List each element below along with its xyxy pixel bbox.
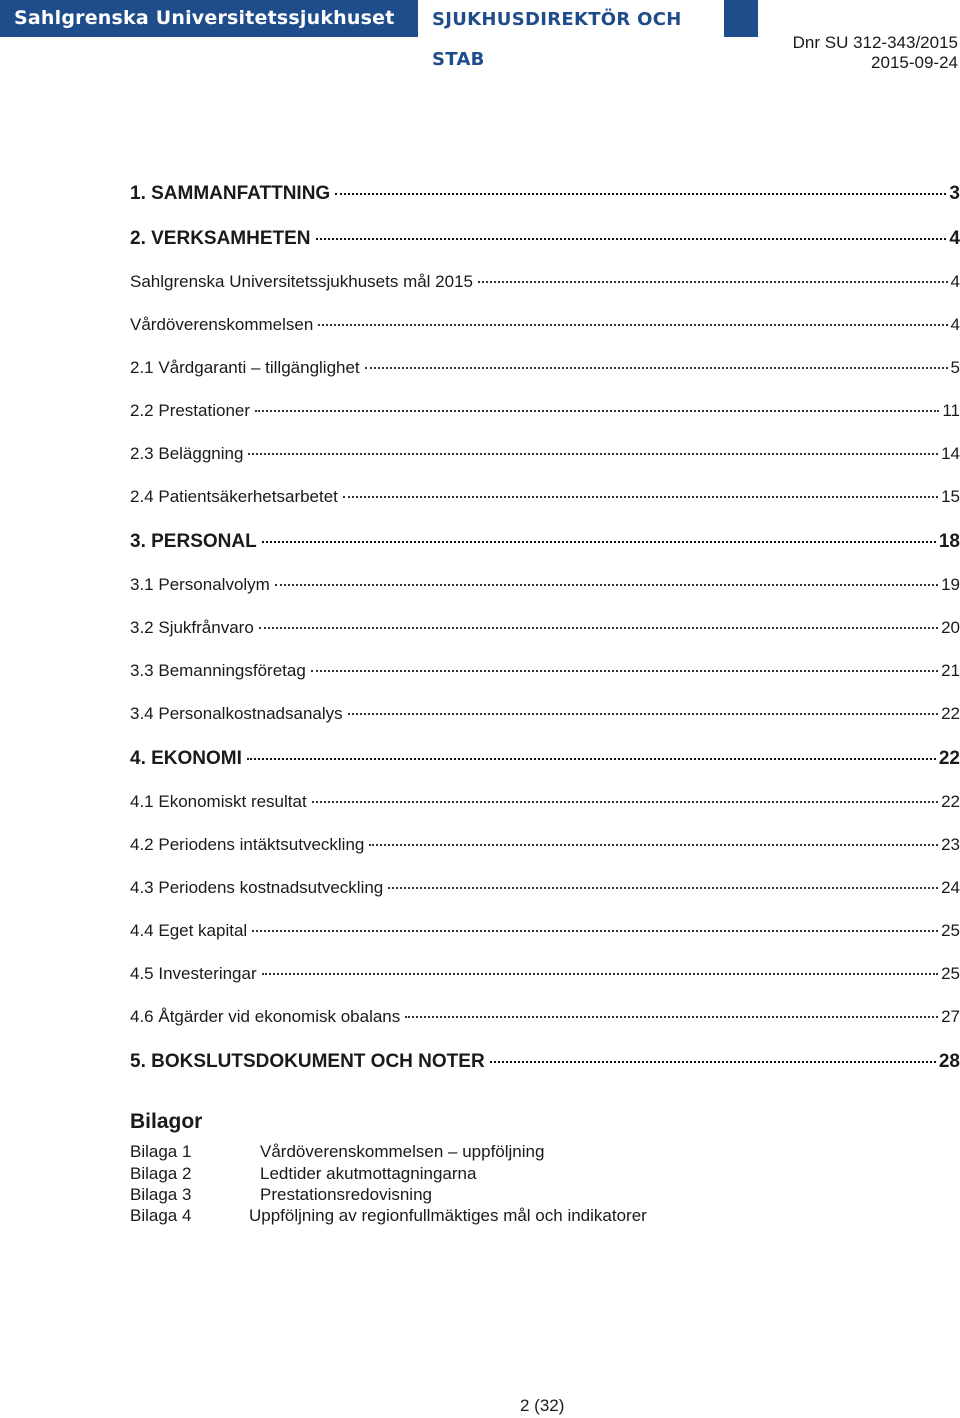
toc-title: Vårdöverenskommelsen <box>130 315 314 334</box>
dnr-number: Dnr SU 312-343/2015 <box>792 33 958 52</box>
toc-title: 2. VERKSAMHETEN <box>130 228 311 249</box>
toc-leader <box>248 453 938 455</box>
toc-title: 2.1 Vårdgaranti – tillgänglighet <box>130 358 360 377</box>
toc-title: 1. SAMMANFATTNING <box>130 183 331 204</box>
bilaga-label: Bilaga 1 <box>130 1142 192 1161</box>
toc-title: 4.3 Periodens kostnadsutveckling <box>130 878 384 897</box>
toc-entry[interactable] <box>130 964 960 984</box>
toc-leader <box>478 281 948 283</box>
document-reference <box>793 33 958 73</box>
toc-entry[interactable] <box>130 272 960 292</box>
toc-page: 24 <box>941 878 960 897</box>
toc-page: 22 <box>941 704 960 723</box>
toc-entry[interactable] <box>130 228 960 250</box>
banner-accent-block <box>724 0 758 37</box>
toc-leader <box>262 973 938 975</box>
toc-entry[interactable] <box>130 835 960 855</box>
toc-entry[interactable] <box>130 358 960 378</box>
toc-entry[interactable] <box>130 878 960 898</box>
toc-entry[interactable] <box>130 618 960 638</box>
toc-title: 4.5 Investeringar <box>130 964 257 983</box>
toc-title: 4.6 Åtgärder vid ekonomisk obalans <box>130 1007 401 1026</box>
toc-entry[interactable] <box>130 661 960 681</box>
toc-title: 3.4 Personalkostnadsanalys <box>130 704 343 723</box>
toc-leader <box>316 238 947 240</box>
toc-leader <box>490 1061 936 1063</box>
toc-entry[interactable] <box>130 1051 960 1073</box>
document-date: 2015-09-24 <box>871 53 958 72</box>
bilaga-label: Bilaga 2 <box>130 1164 192 1183</box>
toc-title: 2.4 Patientsäkerhetsarbetet <box>130 487 338 506</box>
toc-entry[interactable] <box>130 487 960 507</box>
toc-title: 4.4 Eget kapital <box>130 921 248 940</box>
toc-leader <box>312 801 938 803</box>
toc-title: 2.2 Prestationer <box>130 401 251 420</box>
toc-entry[interactable] <box>130 315 960 335</box>
toc-page: 15 <box>941 487 960 506</box>
toc-title: 4. EKONOMI <box>130 748 242 769</box>
toc-page: 20 <box>941 618 960 637</box>
toc-page: 19 <box>941 575 960 594</box>
toc-page: 4 <box>950 272 960 291</box>
toc-page: 27 <box>941 1007 960 1026</box>
toc-page: 11 <box>942 401 960 420</box>
toc-leader <box>388 887 938 889</box>
bilaga-description: Vårdöverenskommelsen – uppföljning <box>260 1142 545 1161</box>
bilaga-label: Bilaga 4 <box>130 1206 192 1225</box>
toc-title: 2.3 Beläggning <box>130 444 244 463</box>
toc-entry[interactable] <box>130 921 960 941</box>
toc-leader <box>335 193 946 195</box>
bilaga-description: Ledtider akutmottagningarna <box>260 1164 477 1183</box>
toc-leader <box>365 367 948 369</box>
toc-title: 3. PERSONAL <box>130 531 257 552</box>
toc-page: 22 <box>941 792 960 811</box>
toc-title: 4.1 Ekonomiskt resultat <box>130 792 307 811</box>
toc-page: 14 <box>941 444 960 463</box>
toc-leader <box>247 758 936 760</box>
toc-leader <box>405 1016 938 1018</box>
toc-title: 4.2 Periodens intäktsutveckling <box>130 835 365 854</box>
toc-leader <box>275 584 938 586</box>
toc-entry[interactable] <box>130 575 960 595</box>
toc-entry[interactable] <box>130 444 960 464</box>
toc-page: 23 <box>941 835 960 854</box>
toc-page: 28 <box>938 1051 960 1072</box>
toc-leader <box>369 844 938 846</box>
toc-leader <box>311 670 938 672</box>
header-banner <box>0 0 758 70</box>
bilagor-heading: Bilagor <box>130 1110 203 1133</box>
bilaga-description: Prestationsredovisning <box>260 1185 432 1204</box>
org-name: Sahlgrenska Universitetssjukhuset <box>0 0 418 37</box>
toc-page: 18 <box>938 531 960 552</box>
toc-title: 5. BOKSLUTSDOKUMENT OCH NOTER <box>130 1051 485 1072</box>
toc-title: 3.2 Sjukfrånvaro <box>130 618 254 637</box>
bilaga-description: Uppföljning av regionfullmäktiges mål och indikatorer <box>249 1206 647 1225</box>
toc-page: 25 <box>941 921 960 940</box>
toc-entry[interactable] <box>130 704 960 724</box>
toc-entry[interactable] <box>130 792 960 812</box>
toc-leader <box>343 496 938 498</box>
toc-entry[interactable] <box>130 531 960 553</box>
toc-page: 5 <box>950 358 960 377</box>
toc-entry[interactable] <box>130 748 960 770</box>
toc-page: 21 <box>941 661 960 680</box>
toc-entry[interactable] <box>130 401 960 421</box>
toc-leader <box>259 627 938 629</box>
toc-page: 22 <box>938 748 960 769</box>
toc-page: 4 <box>949 228 960 249</box>
toc-leader <box>318 324 947 326</box>
toc-entry[interactable] <box>130 1007 960 1027</box>
department-name: SJUKHUSDIREKTÖR OCH STAB <box>422 0 724 37</box>
toc-title: 3.3 Bemanningsföretag <box>130 661 306 680</box>
toc-page: 3 <box>949 183 960 204</box>
toc-leader <box>252 930 938 932</box>
toc-title: 3.1 Personalvolym <box>130 575 270 594</box>
toc-leader <box>255 410 939 412</box>
bilaga-label: Bilaga 3 <box>130 1185 192 1204</box>
toc-leader <box>348 713 938 715</box>
toc-leader <box>262 541 936 543</box>
toc-entry[interactable] <box>130 183 960 205</box>
toc-title: Sahlgrenska Universitetssjukhusets mål 2015 <box>130 272 474 291</box>
toc-page: 25 <box>941 964 960 983</box>
toc-page: 4 <box>950 315 960 334</box>
page-indicator: 2 (32) <box>520 1396 565 1415</box>
